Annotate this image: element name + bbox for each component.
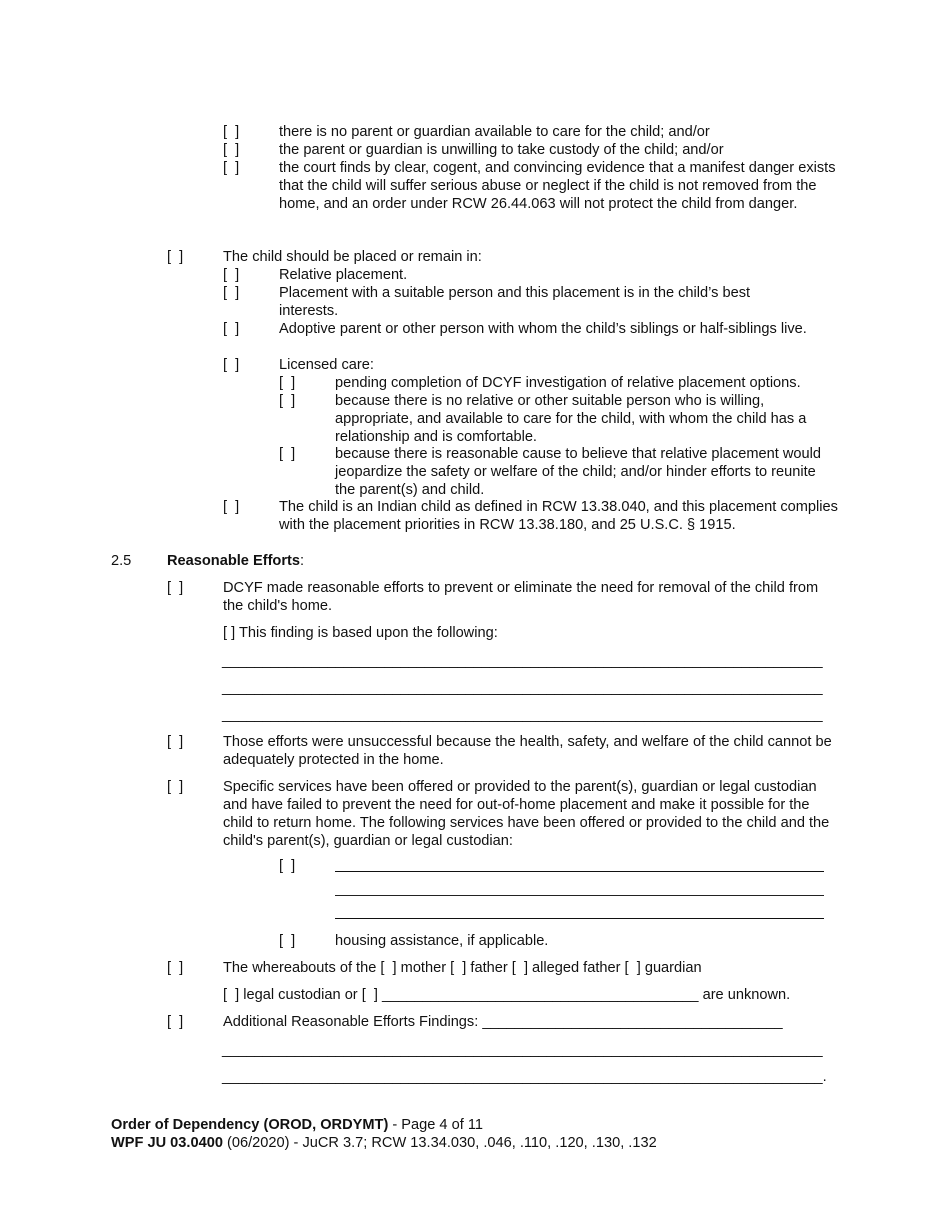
placement-relative: Relative placement. [279,267,408,283]
services-text: Specific services have been offered or provided to the parent(s), guardian or legal custodian and have failed to prevent the need for out-of-home placement and make it possible for the child to return home. The following services have been offered or provided to the child and the child's parent(s), guardian or legal custodian: [223,779,830,849]
placement-suitable: Placement with a suitable person and this placement is in the child’s best interests. [279,285,751,319]
checkbox-unsuccessful[interactable]: [ ] [167,734,184,750]
licensed-pending: pending completion of DCYF investigation of relative placement options. [335,375,801,391]
service-line-1[interactable] [335,871,824,872]
checkbox-relative[interactable]: [ ] [223,267,240,283]
checkbox-suitable[interactable]: [ ] [223,285,240,301]
section-title-text: Reasonable Efforts [167,553,300,569]
checkbox-licensed-jeopardize[interactable]: [ ] [279,446,296,462]
checkbox-placement[interactable]: [ ] [167,249,184,265]
checkbox-unwilling[interactable]: [ ] [223,142,240,158]
checkbox-licensed-no-relative[interactable]: [ ] [279,393,296,409]
checkbox-services[interactable]: [ ] [167,779,184,795]
housing-text: housing assistance, if applicable. [335,933,549,949]
footer-title-rest: - Page 4 of 11 [388,1117,483,1133]
item-unwilling: the parent or guardian is unwilling to take custody of the child; and/or [279,142,724,158]
checkbox-reasonable-efforts[interactable]: [ ] [167,580,184,596]
footer-form-rest: (06/2020) - JuCR 3.7; RCW 13.34.030, .046, .110, .120, .130, .132 [222,1135,657,1151]
efforts-text: DCYF made reasonable efforts to prevent or eliminate the need for removal of the child from the child's home. [223,580,819,614]
section-title [167,552,304,570]
additional-findings[interactable]: Additional Reasonable Efforts Findings: _____________________________________ [223,1014,783,1030]
whereabouts-line-2[interactable]: [ ] legal custodian or [ ] _______________________________________ are unknown. [223,987,791,1003]
unsuccessful-text: Those efforts were unsuccessful because the health, safety, and welfare of the child cannot be adequately protected in the home. [223,734,832,768]
finding-text[interactable]: [ ] This finding is based upon the following: [223,625,498,641]
section-number: 2.5 [111,553,132,569]
checkbox-whereabouts[interactable]: [ ] [167,960,184,976]
whereabouts-line-1[interactable]: The whereabouts of the [ ] mother [ ] father [ ] alleged father [ ] guardian [223,960,702,976]
checkbox-licensed[interactable]: [ ] [223,357,240,373]
footer-form [111,1134,657,1152]
additional-line-1[interactable]: __________________________________________________________________________ [222,1042,823,1058]
footer-form-bold: WPF JU 03.0400 [111,1135,223,1151]
placement-intro: The child should be placed or remain in: [223,249,482,265]
item-manifest-danger: the court finds by clear, cogent, and convincing evidence that a manifest danger exists that the child will suffer serious abuse or neglect if the child is not removed from the home, and an order under RCW 26.44.063 will not protect the child from danger. [279,160,836,212]
checkbox-housing[interactable]: [ ] [279,933,296,949]
footer-title-bold: Order of Dependency (OROD, ORDYMT) [111,1117,389,1133]
finding-line-2[interactable]: __________________________________________________________________________ [222,680,823,696]
checkbox-no-parent[interactable]: [ ] [223,124,240,140]
section-title-colon: : [300,553,305,569]
checkbox-adoptive[interactable]: [ ] [223,321,240,337]
licensed-jeopardize: because there is reasonable cause to believe that relative placement would jeopardize the safety or welfare of the child; and/or hinder efforts to reunite the parent(s) and child. [335,446,821,498]
placement-indian-child: The child is an Indian child as defined in RCW 13.38.040, and this placement complies with the placement priorities in RCW 13.38.180, and 25 U.S.C. § 1915. [279,499,838,533]
service-line-2[interactable] [335,895,824,896]
checkbox-additional[interactable]: [ ] [167,1014,184,1030]
checkbox-licensed-pending[interactable]: [ ] [279,375,296,391]
placement-licensed: Licensed care: [279,357,374,373]
additional-line-2[interactable]: __________________________________________________________________________. [222,1069,827,1085]
checkbox-manifest-danger[interactable]: [ ] [223,160,240,176]
placement-adoptive: Adoptive parent or other person with whom the child’s siblings or half-siblings live. [279,321,807,337]
item-no-parent: there is no parent or guardian available to care for the child; and/or [279,124,710,140]
finding-line-1[interactable]: __________________________________________________________________________ [222,653,823,669]
checkbox-service-other[interactable]: [ ] [279,858,296,874]
checkbox-indian-child[interactable]: [ ] [223,499,240,515]
footer-title [111,1116,483,1134]
finding-line-3[interactable]: __________________________________________________________________________ [222,707,823,723]
licensed-no-relative: because there is no relative or other suitable person who is willing, appropriate, and available to care for the child, with whom the child has a relationship and is comfortable. [335,393,807,445]
service-line-3[interactable] [335,918,824,919]
